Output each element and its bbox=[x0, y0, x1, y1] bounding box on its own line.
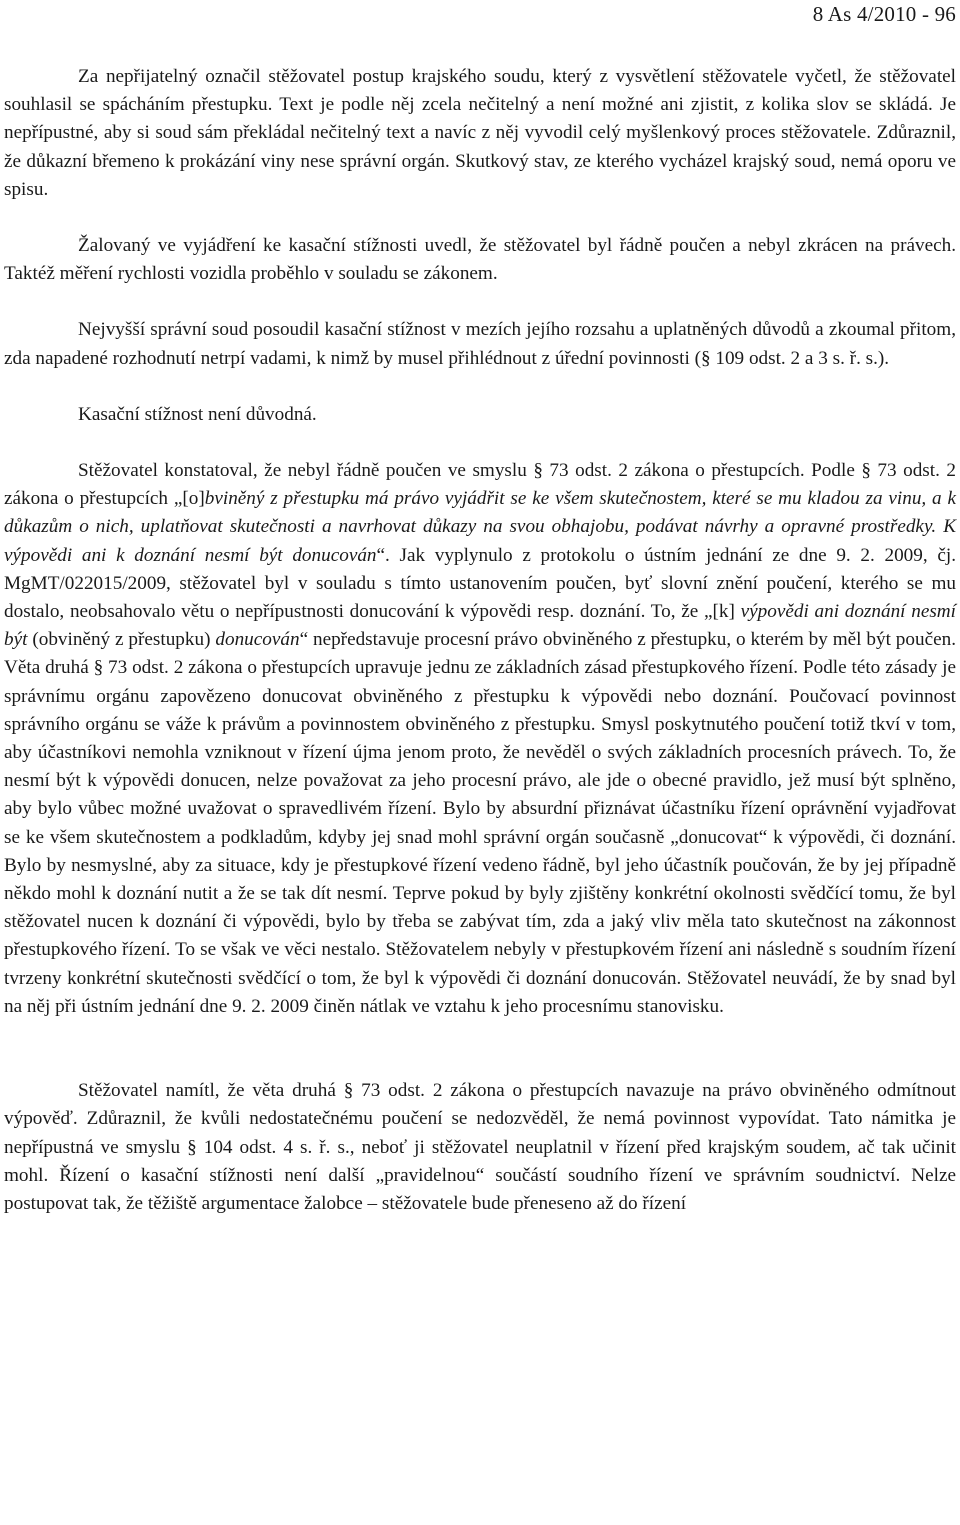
paragraph-5 bbox=[4, 457, 956, 1021]
text-run: “. Jak vyplynulo z protokolu o ústním jednání ze dne 9. 2. 2009, čj. MgMT/022015/2009, stěžovatel byl v souladu s tímto ustanovením poučen, byť slovní znění poučení, kterého se mu dostalo, neobsahovalo větu o nepřípustnosti donucování k výpovědi resp. doznání. To, že „[k] bbox=[4, 544, 957, 623]
quoted-statute-italic: bviněný z přestupku má právo vyjádřit se ke všem skutečnostem, které se mu kladou za vinu, a k důkazům o nich, uplatňovat skutečnosti a navrhovat důkazy na svou obhajobu, podávat návrhy a opravné prostředky. K výpovědi ani k doznání nesmí být donucován bbox=[4, 488, 956, 566]
quoted-phrase-italic: výpovědi ani doznání nesmí být bbox=[4, 601, 956, 651]
text-run: Stěžovatel namítl, že věta druhá § 73 odst. 2 zákona o přestupcích navazuje na právo obviněného odmítnout výpověď. Zdůraznil, že kvůli nedostatečnému poučení se nedozvěděl, že nemá povinnost vypovídat. Tato námitka je nepřípustná ve smyslu § 104 odst. 4 s. ř. s., neboť ji stěžovatel neuplatnil v řízení před krajským soudem, ač tak učinit mohl. Řízení o kasační stížnosti není další „pravidelnou“ součástí soudního řízení ve správním soudnictví. Nelze postupovat tak, že těžiště argumentace žalobce – stěžovatele bude přeneseno až do řízení bbox=[4, 1080, 956, 1214]
paragraph-3 bbox=[4, 316, 956, 372]
text-run: Za nepřijatelný označil stěžovatel postup krajského soudu, který z vysvětlení stěžovatele vyčetl, že stěžovatel souhlasil se spácháním přestupku. Text je podle něj zcela nečitelný a není možné ani zjistit, z kolika slov se skládá. Je nepřípustné, aby si soud sám překládal nečitelný text a navíc z něj vyvodil celý myšlenkový proces stěžovatele. Zdůraznil, že důkazní břemeno k prokázání viny nese správní orgán. Skutkový stav, ze kterého vycházel krajský soud, nemá oporu ve spisu. bbox=[4, 66, 956, 200]
page-header-reference: 8 As 4/2010 - 96 bbox=[812, 2, 956, 26]
paragraph-4 bbox=[4, 401, 956, 429]
text-run: Žalovaný ve vyjádření ke kasační stížnosti uvedl, že stěžovatel byl řádně poučen a nebyl zkrácen na právech. Taktéž měření rychlosti vozidla proběhlo v souladu se zákonem. bbox=[4, 235, 956, 285]
quoted-word-italic: donucován bbox=[215, 629, 300, 651]
paragraph-1 bbox=[4, 63, 956, 204]
paragraph-2 bbox=[4, 232, 956, 288]
text-run: (obviněný z přestupku) bbox=[27, 629, 216, 651]
paragraph-6 bbox=[4, 1077, 956, 1218]
document-body bbox=[4, 63, 956, 1218]
text-run: Kasační stížnost není důvodná. bbox=[78, 403, 317, 425]
text-run: Nejvyšší správní soud posoudil kasační stížnost v mezích jejího rozsahu a uplatněných důvodů a zkoumal přitom, zda napadené rozhodnutí netrpí vadami, k nimž by musel přihlédnout z úřední povinnosti (§ 109 odst. 2 a 3 s. ř. s.). bbox=[4, 319, 956, 369]
text-run: Stěžovatel konstatoval, že nebyl řádně poučen ve smyslu § 73 odst. 2 zákona o přestupcích. Podle § 73 odst. 2 zákona o přestupcích „[o] bbox=[4, 460, 956, 510]
text-run: “ nepředstavuje procesní právo obviněného z přestupku, o kterém by měl být poučen. Věta druhá § 73 odst. 2 zákona o přestupcích upravuje jednu ze základních zásad přestupkového řízení. Podle této zásady je správnímu orgánu zapovězeno donucovat obviněného z přestupku k výpovědi nebo doznání. Poučovací povinnost správního orgánu se váže k právům a povinnostem obviněného z přestupku. Smysl poskytnutého poučení totiž tkví v tom, aby účastníkovi nemohla vzniknout v řízení újma jenom proto, že nevěděl o svých základních procesních právech. To, že nesmí být k výpovědi donucen, nelze považovat za jeho procesní právo, ale jde o obecné pravidlo, jež musí být splněno, aby bylo vůbec možné uvažovat o spravedlivém řízení. Bylo by absurdní přiznávat účastníku řízení oprávnění vyjadřovat se ke všem skutečnostem a podkladům, kdyby jej snad mohl správní orgán současně „donucovat“ k výpovědi, či doznání. Bylo by nesmyslné, aby za situace, kdy je přestupkové řízení vedeno řádně, byl jeho účastník poučován, že by jej případně někdo mohl k doznání nutit a že se tak dít nesmí. Teprve pokud by byly zjištěny konkrétní okolnosti svědčící tomu, že byl stěžovatel nucen k doznání či výpovědi, bylo by třeba se zabývat tím, zda a jaký vliv měla tato skutečnost na zákonnost přestupkového řízení. To se však ve věci nestalo. Stěžovatelem nebyly v přestupkovém řízení ani následně s soudním řízení tvrzeny konkrétní skutečnosti svědčící o tom, že byl k výpovědi či doznání donucován. Stěžovatel neuvádí, že by snad byl na něj při ústním jednání dne 9. 2. 2009 činěn nátlak ve vztahu k jeho procesnímu stanovisku. bbox=[4, 629, 956, 1017]
